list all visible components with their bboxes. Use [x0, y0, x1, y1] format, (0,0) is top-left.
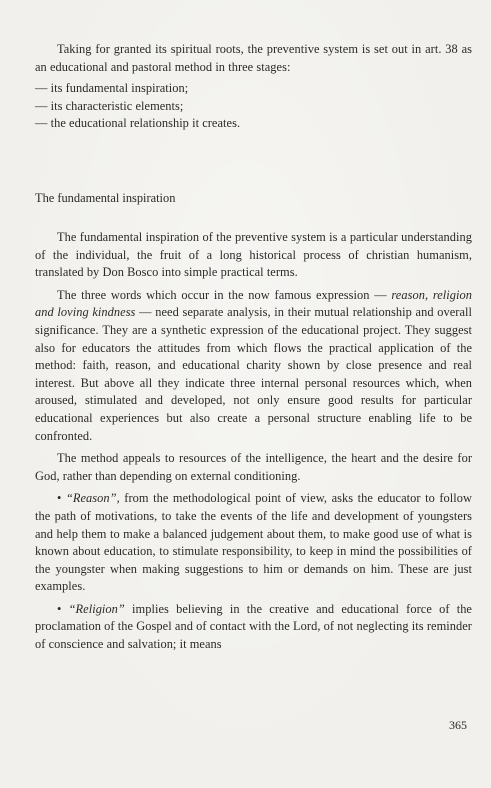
bullet-religion: • [57, 601, 62, 616]
paragraph-method-appeals: The method appeals to resources of the intelligence, the heart and the desire for God, rather than depending on external conditioning. [35, 451, 472, 483]
paragraph-three-words-rest: — need separate analysis, in their mutual relationship and overall significance. They are a synthetic expression of the educational project. They suggest also for educators the attitudes from which flows the practical application of the method: faith, reason, and educational charity shown by close presence and real interest. But above all they indicate three internal personal resources which, when aroused, stimulated and developed, not only ensure good results for particular educational experiences but also create a personal structure enabling life to be confronted. [35, 305, 472, 443]
list-item-inspiration: — its fundamental inspiration; [35, 81, 189, 96]
list-item-elements: — its characteristic elements; [35, 98, 184, 113]
section-body [35, 229, 472, 654]
list-item-relationship: — the educational relationship it creates. [35, 116, 241, 131]
paragraph-inspiration: The fundamental inspiration of the preventive system is a particular understanding of the individual, the fruit of a long historical process of christian humanism, translated by Don Bosco into simple practical terms. [35, 230, 472, 280]
paragraph-religion [35, 601, 472, 654]
intro-paragraph: Taking for granted its spiritual roots, the preventive system is set out in art. 38 as an educational and pastoral method in three stages: [35, 42, 472, 74]
bullet-reason: • [57, 491, 62, 506]
expression-reason-religion-kindness: reason, religion and loving kindness [35, 287, 473, 320]
paragraph-reason-text: from the methodological point of view, asks the educator to follow the path of motivations, to take the events of the life and development of youngsters and help them to make a balanced judgement about them, to make good use of what is known about education, to stimulate responsibility, to keep in mind the possibilities of the youngster when making suggestions to him or demands on him. These are just examples. [35, 491, 473, 594]
term-religion: “Religion” [68, 601, 125, 616]
section-heading: The fundamental inspiration [35, 191, 176, 205]
paragraph-three-words-lead: The three words which occur in the now famous expression — [57, 287, 392, 302]
paragraph-three-words [35, 287, 472, 445]
paragraph-reason [35, 490, 472, 596]
page-number: 365 [449, 718, 467, 732]
paragraph-religion-text: implies believing in the creative and educational force of the proclamation of the Gospel and of contact with the Lord, of not neglecting its reminder of conscience and salvation; it means [35, 601, 472, 652]
term-reason: “Reason”, [65, 491, 120, 506]
intro-block [35, 41, 472, 133]
